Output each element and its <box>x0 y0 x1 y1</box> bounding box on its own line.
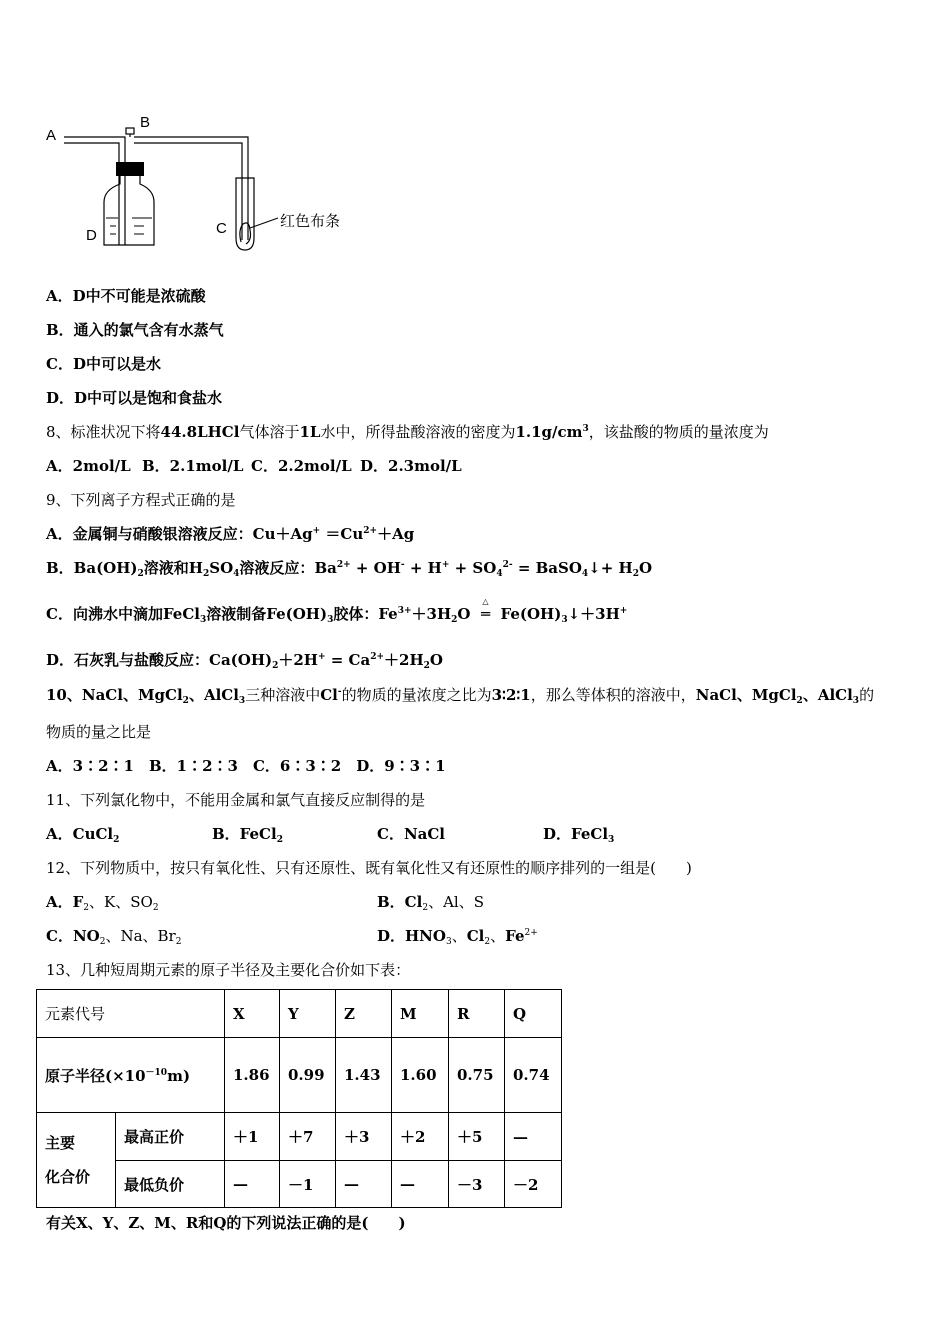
q11-option-a: A．CuCl$_2$ <box>46 825 120 845</box>
stopcock-b <box>126 128 134 137</box>
q8-option-b: B．2.1mol/L <box>142 457 244 475</box>
q10-stem-e: 3∶2∶1 <box>491 686 531 704</box>
max-r: ＋5 <box>449 1113 505 1161</box>
table-row-min <box>37 1161 562 1208</box>
radius-q: 0.74 <box>505 1038 562 1113</box>
q9-option-c-text1: C．向沸水中滴加 <box>46 605 163 623</box>
q11-option-a-text: A．CuCl <box>46 825 114 843</box>
q12-stem: 12、下列物质中，按只有氧化性、只有还原性、既有氧化性又有还原性的顺序排列的一组是( ) <box>46 859 692 877</box>
radius-m: 1.60 <box>392 1038 449 1113</box>
radius-r: 0.75 <box>449 1038 505 1113</box>
q9-option-b-text1: B．Ba(OH) <box>46 559 138 577</box>
q10-stem-f: ，那么等体积的溶液中， <box>530 686 696 704</box>
q7-option-d: D．D中可以是饱和食盐水 <box>46 389 223 407</box>
cloth-label: 红色布条 <box>280 212 341 230</box>
q10-stem-h: 、AlCl <box>802 686 853 704</box>
q8-water-volume: 1L <box>299 423 321 441</box>
q8-stem <box>46 422 769 442</box>
header-main-valence <box>37 1113 116 1208</box>
max-x: ＋1 <box>225 1113 280 1161</box>
element-y: Y <box>280 990 336 1038</box>
q8-stem-mid: 气体溶于 <box>239 423 300 441</box>
header-element-code: 元素代号 <box>37 990 225 1038</box>
label-d: D <box>86 227 97 244</box>
table-row-max <box>37 1113 562 1161</box>
element-x: X <box>225 990 280 1038</box>
gas-bottle-d <box>104 176 154 245</box>
q10-stem-c: 三种溶液中 <box>245 686 321 704</box>
bottle-liquid <box>106 218 152 234</box>
q8-option-c: C．2.2mol/L <box>251 457 352 475</box>
q9-option-b-text3: 溶液反应： <box>239 559 315 577</box>
table-row-code <box>37 990 562 1038</box>
label-b: B <box>140 114 151 131</box>
radius-x: 1.86 <box>225 1038 280 1113</box>
max-z: ＋3 <box>336 1113 392 1161</box>
q8-stem-post: ，该盐酸的物质的量浓度为 <box>588 423 769 441</box>
q10-stem-i: 的 <box>859 686 875 704</box>
q12-option-a: A．$F_2$、K、$SO_2$ <box>46 893 159 913</box>
q11-option-c: C．NaCl <box>377 825 446 843</box>
q12-option-d-text: D．HNO <box>377 927 446 945</box>
table-row-radius <box>37 1038 562 1113</box>
q10-stem-a: 10、NaCl、MgCl <box>46 686 183 704</box>
q8-density-sup: 3 <box>582 424 589 434</box>
radius-z: 1.43 <box>336 1038 392 1113</box>
q9-stem: 9、下列离子方程式正确的是 <box>46 491 236 509</box>
q11-option-b: B．FeCl$_2$ <box>212 825 283 845</box>
q12-option-b-text: B．Cl <box>377 893 423 911</box>
heat-symbol: △ <box>482 597 489 606</box>
q8-stem-pre: 8、标准状况下将 <box>46 423 161 441</box>
header-atomic-radius <box>37 1038 225 1113</box>
main-valence-line1: 主要 <box>45 1134 76 1152</box>
radius-y: 0.99 <box>280 1038 336 1113</box>
q9-option-b-text2: 溶液和 <box>143 559 189 577</box>
min-m: — <box>392 1161 449 1208</box>
q13-stem: 13、几种短周期元素的原子半径及主要化合价如下表： <box>46 961 411 979</box>
q7-option-b: B．通入的氯气含有水蒸气 <box>46 321 224 339</box>
q13-question: 有关X、Y、Z、M、R和Q的下列说法正确的是( ) <box>46 1214 406 1232</box>
max-m: ＋2 <box>392 1113 449 1161</box>
radius-exponent: －10 <box>145 1067 168 1078</box>
q9-option-c-text2: 溶液制备 <box>206 605 267 623</box>
radius-label: 原子半径(×10 <box>45 1066 146 1085</box>
q12-option-d: D．$HNO_3$、$Cl_2$、$Fe^{2+}$ <box>377 927 538 947</box>
label-c: C <box>216 220 227 237</box>
q9-option-a-text: A．金属铜与硝酸银溶液反应： <box>46 525 253 543</box>
q10-stem-line2: 物质的量之比是 <box>46 723 152 741</box>
radius-unit: m) <box>167 1066 191 1085</box>
q9-option-b: B．$Ba(OH)_2$溶液和$H_2SO_4$溶液反应：$Ba^{2+} + OH^- + H^+ + SO_4^{2-}$ = BaSO$_4$↓+ $H_2O$ <box>46 559 653 579</box>
test-tube-c <box>236 178 254 250</box>
q8-option-d: D．2.3mol/L <box>360 457 462 475</box>
element-table <box>36 989 562 1208</box>
q12-option-b: B．$Cl_2$、Al、S <box>377 893 484 913</box>
max-q: — <box>505 1113 562 1161</box>
label-a: A <box>46 127 57 144</box>
element-r: R <box>449 990 505 1038</box>
q9-option-d: D．石灰乳与盐酸反应：$Ca(OH)_2+2H^+ = Ca^{2+}+2H_2O$ <box>46 651 443 671</box>
element-q: Q <box>505 990 562 1038</box>
q10-stem-b: 、AlCl <box>188 686 239 704</box>
outlet-pipe <box>134 137 248 240</box>
min-r: －3 <box>449 1161 505 1208</box>
q9-option-c: C．向沸水中滴加FeCl$_3$溶液制备$Fe(OH)_3$胶体：$Fe^{3+}+3H_2O$ △ ═ $Fe(OH)_3↓+3H^+$ <box>46 604 627 624</box>
q10-stem-g: NaCl、MgCl <box>695 686 797 704</box>
min-y: －1 <box>280 1161 336 1208</box>
q10-stem-line1: 10、NaCl、MgCl$_2$、AlCl$_3$三种溶液中Cl-的物质的量浓度之比为3∶2∶1，那么等体积的溶液中，NaCl、MgCl$_2$、AlCl$_3$的 <box>46 686 875 706</box>
main-valence-line2: 化合价 <box>45 1168 91 1186</box>
heat-equals-sign: △ ═ <box>471 604 501 624</box>
q9-option-d-text: D．石灰乳与盐酸反应： <box>46 651 210 669</box>
q12-option-a-text: A．F <box>46 893 84 911</box>
q12-option-c-text: C．NO <box>46 927 100 945</box>
q11-option-d-text: D．FeCl <box>543 825 609 843</box>
max-y: ＋7 <box>280 1113 336 1161</box>
q8-volume: 44.8LHCl <box>160 423 240 441</box>
q11-option-d: D．FeCl$_3$ <box>543 825 615 845</box>
q10-options: A．3∶2∶1 B．1∶2∶3 C．6∶3∶2 D．9∶3∶1 <box>46 757 446 775</box>
header-min-negative: 最低负价 <box>116 1161 225 1208</box>
rubber-stopper <box>116 162 144 176</box>
element-z: Z <box>336 990 392 1038</box>
q11-option-b-text: B．FeCl <box>212 825 277 843</box>
min-x: — <box>225 1161 280 1208</box>
q9-option-a: A．金属铜与硝酸银溶液反应：$Cu+Ag^+ =Cu^{2+}+Ag$ <box>46 525 415 543</box>
q12-option-c: C．$NO_2$、Na、$Br_2$ <box>46 927 182 947</box>
element-m: M <box>392 990 449 1038</box>
q8-stem-mid3: 水中，所得盐酸溶液的密度为 <box>320 423 516 441</box>
min-q: －2 <box>505 1161 562 1208</box>
q11-stem: 11、下列氯化物中，不能用金属和氯气直接反应制得的是 <box>46 791 426 809</box>
min-z: — <box>336 1161 392 1208</box>
q9-option-c-text3: 胶体： <box>333 605 379 623</box>
q8-option-a: A．2mol/L <box>46 457 131 475</box>
q7-option-a: A．D中不可能是浓硫酸 <box>46 287 206 305</box>
header-max-positive: 最高正价 <box>116 1113 225 1161</box>
gas-apparatus-diagram <box>40 110 380 270</box>
q8-density: 1.1g/cm <box>515 423 583 441</box>
q10-stem-d: 的物质的量浓度之比为 <box>341 686 492 704</box>
q7-option-c: C．D中可以是水 <box>46 355 161 373</box>
